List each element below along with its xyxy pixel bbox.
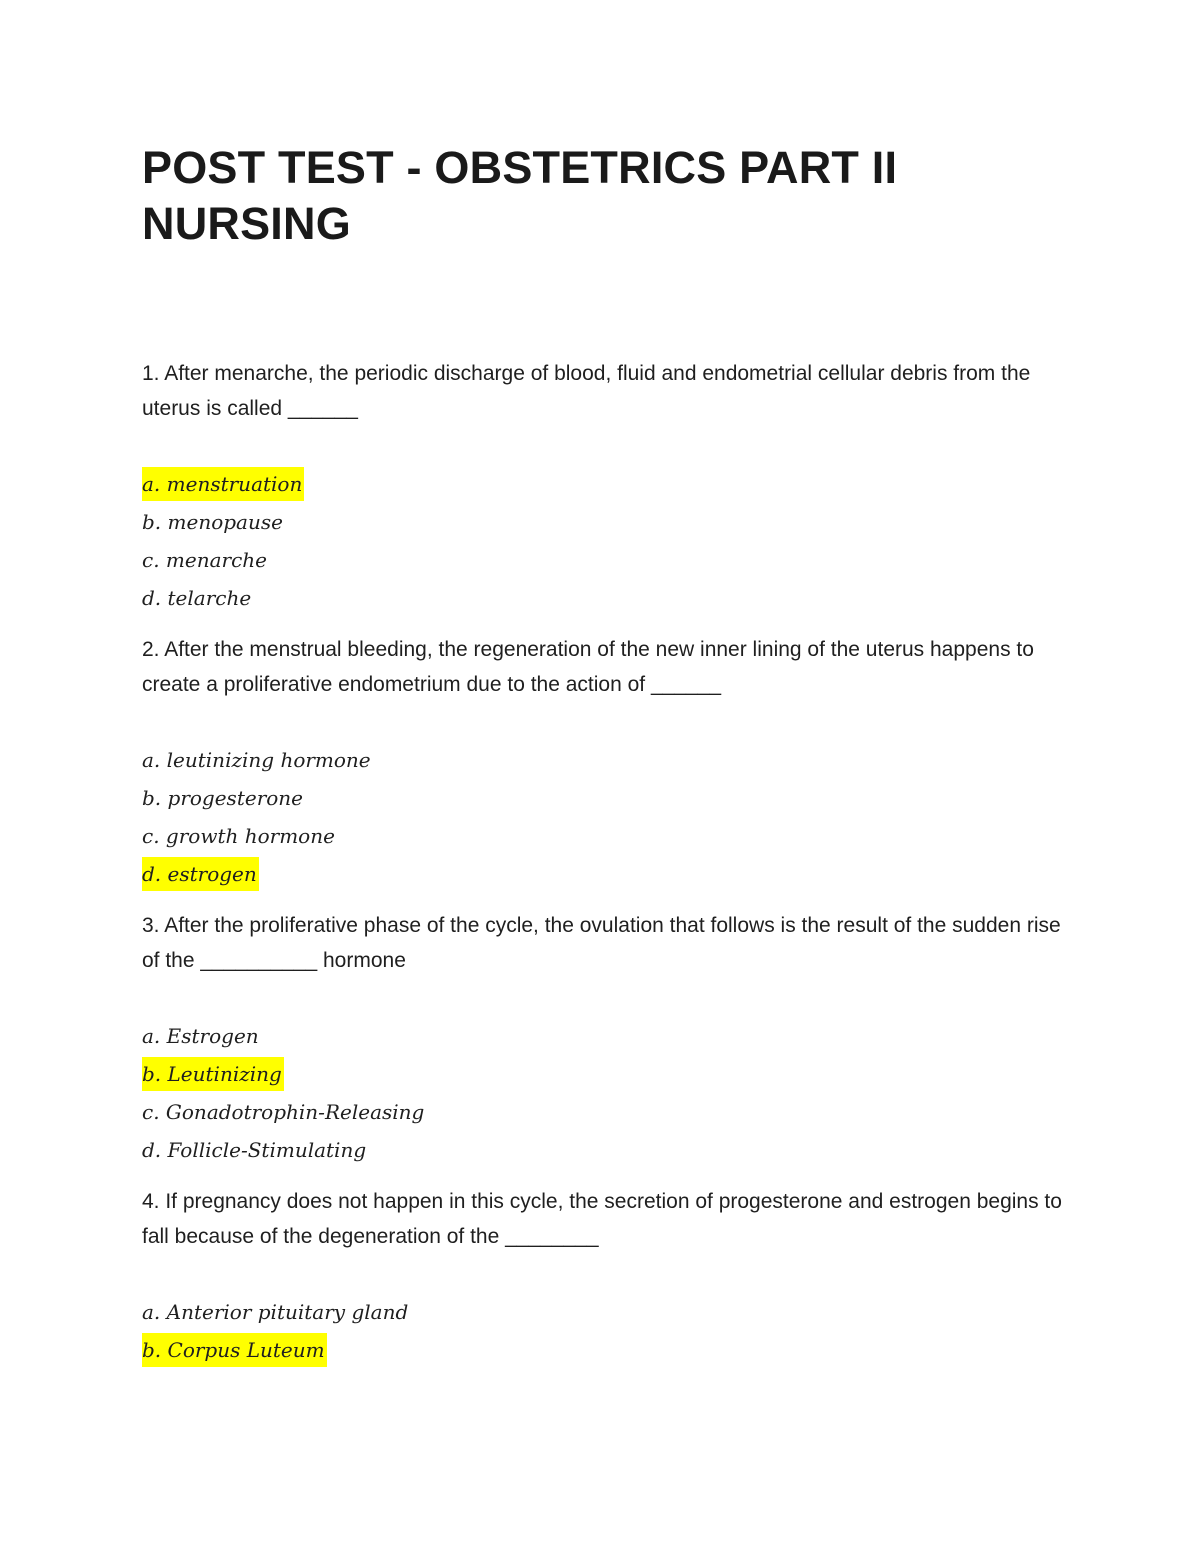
- question-4-option-b: b. Corpus Luteum: [142, 1331, 1062, 1369]
- document-title-line-1: POST TEST - OBSTETRICS PART II: [142, 142, 898, 193]
- document-title-line-2: NURSING: [142, 198, 351, 249]
- question-3-option-a: a. Estrogen: [142, 1024, 259, 1048]
- question-2-option-b: b. progesterone: [142, 786, 304, 810]
- question-2-option-c: c. growth hormone: [142, 824, 335, 848]
- question-1-option-d: d. telarche: [142, 586, 252, 610]
- question-1-option-b: b. menopause: [142, 510, 283, 534]
- question-3-option-c: c. Gonadotrophin-Releasing: [142, 1100, 425, 1124]
- question-2-option-a: a. leutinizing hormone: [142, 748, 371, 772]
- question-4: [142, 1184, 1062, 1369]
- question-4-options: [142, 1293, 1062, 1369]
- question-4-text: 4. If pregnancy does not happen in this cycle, the secretion of progesterone and estrogen begins to fall because of the degeneration of the ________: [142, 1190, 1062, 1248]
- question-3-option-d: d. Follicle-Stimulating: [142, 1138, 367, 1162]
- question-1: [142, 356, 1062, 617]
- question-2-text: 2. After the menstrual bleeding, the regeneration of the new inner lining of the uterus happens to create a proliferative endometrium due to the action of ______: [142, 638, 1034, 696]
- question-1-option-a: a. menstruation: [142, 465, 1062, 503]
- question-3-options: [142, 1017, 1062, 1169]
- question-4-option-a: a. Anterior pituitary gland: [142, 1300, 409, 1324]
- question-1-options: [142, 465, 1062, 617]
- document-content: [142, 140, 1062, 1369]
- question-2-option-d: d. estrogen: [142, 855, 1062, 893]
- question-1-option-c: c. menarche: [142, 548, 267, 572]
- question-1-text: 1. After menarche, the periodic discharge of blood, fluid and endometrial cellular debris from the uterus is called ______: [142, 362, 1031, 420]
- question-2-options: [142, 741, 1062, 893]
- question-3-option-b: b. Leutinizing: [142, 1055, 1062, 1093]
- question-2: [142, 632, 1062, 893]
- document-title: [142, 140, 1062, 252]
- question-3: [142, 908, 1062, 1169]
- question-3-text: 3. After the proliferative phase of the cycle, the ovulation that follows is the result of the sudden rise of the __________ hormone: [142, 914, 1061, 972]
